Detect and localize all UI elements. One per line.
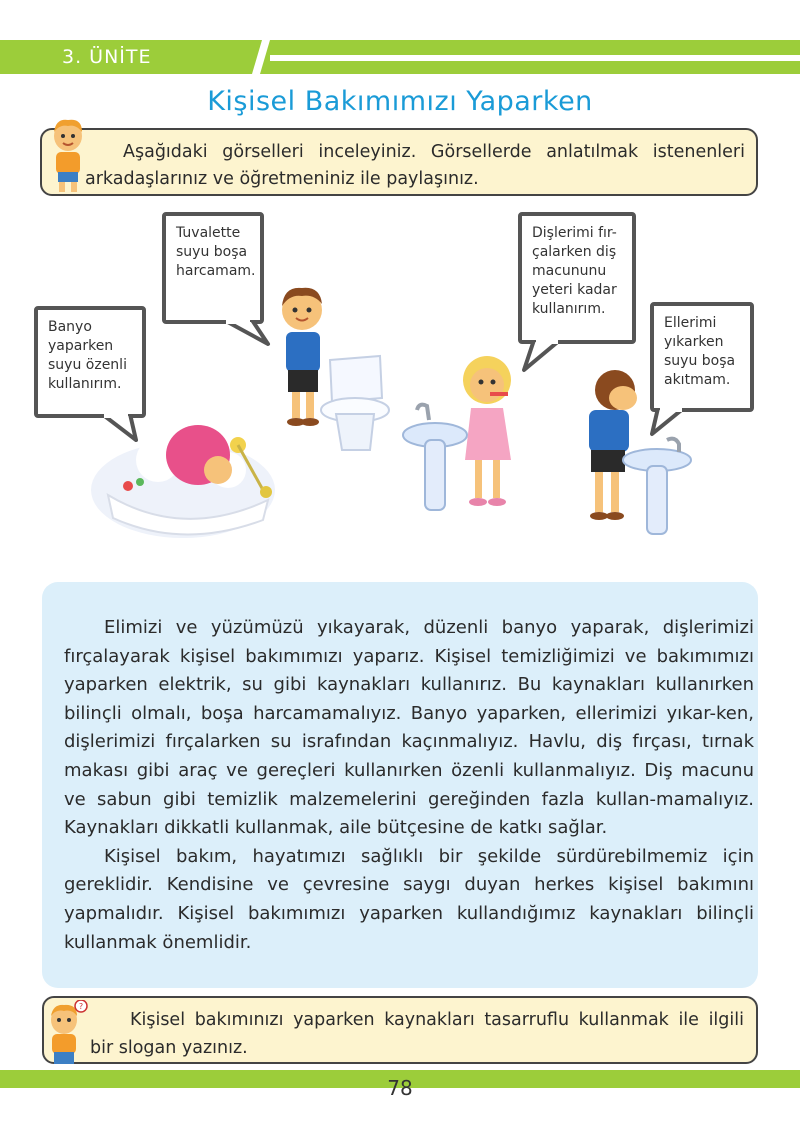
teeth-brushing-illustration	[395, 340, 535, 520]
info-paragraph-2: Kişisel bakım, hayatımızı sağlıklı bir şekilde sürdürebilmemiz için gereklidir. Kendisine ve çevresine saygı duyan herkes kişisel bakımını yapmalıdır. Kişisel bakımımızı yaparken kullandığımız kaynakları bilinçli kullanmak önemlidir.	[64, 845, 754, 953]
info-text	[64, 614, 754, 957]
svg-text:?: ?	[78, 1002, 84, 1011]
speech-bubble-hands: Ellerimi yıkarken suyu boşa akıtmam.	[650, 302, 754, 412]
speech-bubble-teeth: Dişlerimi fır-çalarken diş macununu yeteri kadar kullanırım.	[518, 212, 636, 344]
page-number: 78	[387, 1076, 413, 1100]
intro-instruction: Aşağıdaki görselleri inceleyiniz. Görsellerde anlatılmak istenenleri arkadaşlarınız ve öğretmeniniz ile paylaşınız.	[85, 142, 745, 189]
thinking-student-icon	[44, 1000, 88, 1068]
task-instruction: Kişisel bakımınızı yaparken kaynakları tasarruflu kullanmak ile ilgili bir slogan yazınız.	[90, 1010, 744, 1058]
speech-bubble-toilet: Tuvalette suyu boşa harcamam.	[162, 212, 264, 324]
toilet-illustration	[270, 280, 400, 460]
speech-bubble-bath: Banyo yaparken suyu özenli kullanırım.	[34, 306, 146, 418]
unit-label: 3. ÜNİTE	[62, 46, 152, 68]
info-paragraph-1: Elimizi ve yüzümüzü yıkayarak, düzenli banyo yaparak, dişlerimizi fırçalayarak kişisel bakımımızı yaparız. Kişisel temizliğimizi ve bakımımızı yaparken elektrik, su gibi kaynakları kullanırız. Bu kaynakları kullanırken bilinçli olmalı, boşa harcamamalıyız. Banyo yaparken, ellerimizi yıkar-ken, dişlerimizi fırçalarken su israfından kaçınmalıyız. Havlu, diş fırçası, tırnak makası gibi araç ve gereçleri kullanırken özenli kullanmalıyız. Diş macunu ve sabun gibi temizlik malzemelerini gereğinden fazla kullan-mamalıyız. Kaynakları dikkatli kullanmak, aile bütçesine de katkı sağlar.	[64, 617, 754, 839]
page-title: Kişisel Bakımımızı Yaparken	[207, 86, 593, 117]
student-icon	[46, 116, 90, 196]
bubble-tail	[520, 340, 564, 374]
bubble-tail	[648, 408, 688, 438]
bubble-tail	[100, 414, 140, 444]
bubble-tail	[222, 320, 272, 348]
